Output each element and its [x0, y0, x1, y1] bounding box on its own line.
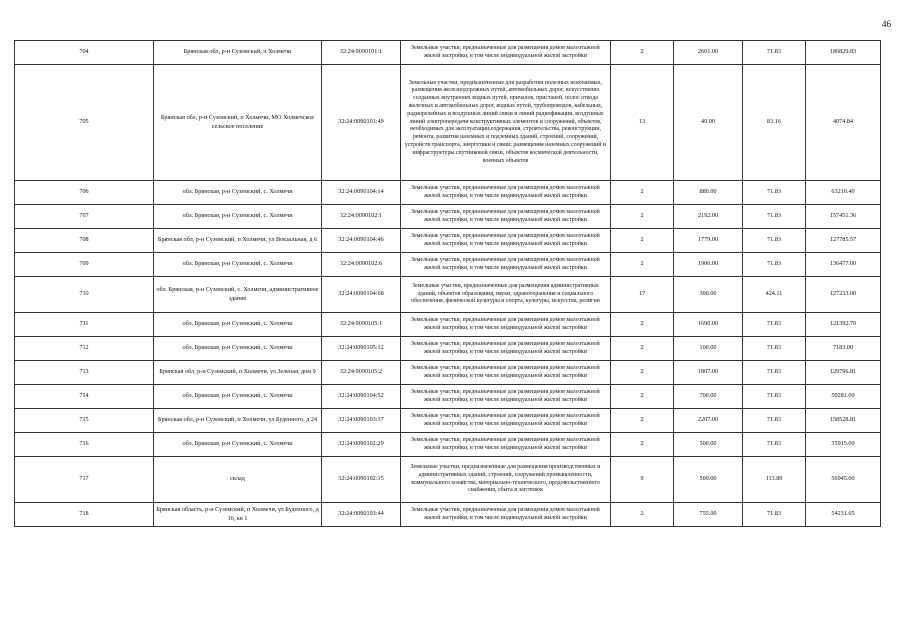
cadastral-number-cell: 32:24:0090101:1 — [322, 41, 401, 65]
land-use-cell: Земельные участки, предназначенные для размещения домов малоэтажной жилой застройки, в том числе индивидуальной жилой застройки — [401, 181, 611, 205]
use-group-cell: 2 — [611, 385, 674, 409]
specific-value-cell: 71.83 — [743, 433, 806, 457]
specific-value-cell: 71.83 — [743, 503, 806, 527]
area-cell: 500.00 — [674, 433, 743, 457]
land-use-cell: Земельные участки, предназначенные для размещения домов малоэтажной жилой застройки, в том числе индивидуальной жилой застройки — [401, 361, 611, 385]
table-row — [15, 409, 881, 433]
cadastral-number-cell: 32:24:0090103:37 — [322, 409, 401, 433]
use-group-cell: 2 — [611, 433, 674, 457]
row-number: 715 — [15, 409, 154, 433]
table-row — [15, 433, 881, 457]
table-row — [15, 337, 881, 361]
table-row — [15, 385, 881, 409]
cadastral-value-cell: 186829.83 — [806, 41, 881, 65]
row-number: 717 — [15, 457, 154, 503]
address-cell: обл. Брянская, р-н Суземский, с. Холмечи — [154, 253, 322, 277]
specific-value-cell: 83.16 — [743, 65, 806, 181]
specific-value-cell: 71.83 — [743, 41, 806, 65]
area-cell: 300.00 — [674, 277, 743, 313]
specific-value-cell: 71.83 — [743, 361, 806, 385]
area-cell: 1779.00 — [674, 229, 743, 253]
area-cell: 2192.00 — [674, 205, 743, 229]
row-number: 712 — [15, 337, 154, 361]
cadastral-number-cell: 32:24:0090102:1 — [322, 205, 401, 229]
row-number: 708 — [15, 229, 154, 253]
area-cell: 700.00 — [674, 385, 743, 409]
table-row — [15, 277, 881, 313]
table-row — [15, 313, 881, 337]
cadastral-value-cell: 157451.36 — [806, 205, 881, 229]
cadastral-number-cell: 32:24:0090104:46 — [322, 229, 401, 253]
specific-value-cell: 71.83 — [743, 409, 806, 433]
cadastral-value-cell: 35915.00 — [806, 433, 881, 457]
address-cell: Брянская обл, р-н Суземский, п Холмечи, ул Вокзальная, д 6 — [154, 229, 322, 253]
address-cell: обл. Брянская, р-н Суземский, с. Холмечи, административное здание — [154, 277, 322, 313]
address-cell: Брянская обл, р-н Суземский, п Холмечи, ул Зеленая, дом 9 — [154, 361, 322, 385]
cadastral-value-cell: 54231.65 — [806, 503, 881, 527]
specific-value-cell: 71.83 — [743, 385, 806, 409]
land-use-cell: Земельные участки, предназначенные для размещения домов малоэтажной жилой застройки, в том числе индивидуальной жилой застройки — [401, 409, 611, 433]
address-cell: обл. Брянская, р-н Суземский, с. Холмечи — [154, 205, 322, 229]
use-group-cell: 2 — [611, 205, 674, 229]
land-use-cell: Земельные участки, предназначенные для размещения домов малоэтажной жилой застройки, в том числе индивидуальной жилой застройки — [401, 253, 611, 277]
cadastral-value-cell: 121392.70 — [806, 313, 881, 337]
use-group-cell: 2 — [611, 337, 674, 361]
row-number: 706 — [15, 181, 154, 205]
row-number: 709 — [15, 253, 154, 277]
address-cell: обл. Брянская, р-н Суземский, с. Холмечи — [154, 385, 322, 409]
table-row — [15, 457, 881, 503]
cadastral-number-cell: 32:24:0090101:49 — [322, 65, 401, 181]
cadastral-number-cell: 32:24:0090102:15 — [322, 457, 401, 503]
row-number: 718 — [15, 503, 154, 527]
area-cell: 2207.00 — [674, 409, 743, 433]
land-use-cell: Земельные участки, предназначенные для размещения домов малоэтажной жилой застройки, в том числе индивидуальной жилой застройки — [401, 229, 611, 253]
specific-value-cell: 424.11 — [743, 277, 806, 313]
cadastral-number-cell: 32:24:0090103:44 — [322, 503, 401, 527]
area-cell: 2601.00 — [674, 41, 743, 65]
row-number: 705 — [15, 65, 154, 181]
land-use-cell: Земельные участки, предназначенные для размещения домов малоэтажной жилой застройки, в том числе индивидуальной жилой застройки — [401, 337, 611, 361]
table-row — [15, 503, 881, 527]
page-number: 46 — [882, 19, 891, 29]
address-cell: Брянская обл, р-н Суземский, п Холмечи, ул Буденного, д 24 — [154, 409, 322, 433]
cadastral-number-cell: 32:24:0090105:1 — [322, 313, 401, 337]
cadastral-number-cell: 32:24:0090105:12 — [322, 337, 401, 361]
address-cell: склад — [154, 457, 322, 503]
address-cell: Брянская область, р-н Суземский, п Холмечи, ул Буденного, д 16, кв 1 — [154, 503, 322, 527]
table-row — [15, 65, 881, 181]
use-group-cell: 2 — [611, 503, 674, 527]
cadastral-number-cell: 32:24:0090105:2 — [322, 361, 401, 385]
cadastral-value-cell: 127233.00 — [806, 277, 881, 313]
row-number: 713 — [15, 361, 154, 385]
use-group-cell: 2 — [611, 229, 674, 253]
table-row — [15, 361, 881, 385]
address-cell: обл. Брянская, р-н Суземский, с. Холмечи — [154, 433, 322, 457]
land-use-cell: Земельные участки, предназначенные для размещения домов малоэтажной жилой застройки, в том числе индивидуальной жилой застройки — [401, 313, 611, 337]
cadastral-value-cell: 4074.84 — [806, 65, 881, 181]
cadastral-number-cell: 32:24:0090104:68 — [322, 277, 401, 313]
area-cell: 49.00 — [674, 65, 743, 181]
land-use-cell: Земельные участки, предназначенные для размещения домов малоэтажной жилой застройки, в том числе индивидуальной жилой застройки — [401, 503, 611, 527]
address-cell: обл. Брянская, р-н Суземский, с. Холмечи — [154, 181, 322, 205]
row-number: 714 — [15, 385, 154, 409]
specific-value-cell: 71.83 — [743, 337, 806, 361]
cadastral-value-table — [14, 40, 881, 527]
area-cell: 1690.00 — [674, 313, 743, 337]
row-number: 710 — [15, 277, 154, 313]
cadastral-number-cell: 32:24:0090102:6 — [322, 253, 401, 277]
area-cell: 100.00 — [674, 337, 743, 361]
use-group-cell: 2 — [611, 409, 674, 433]
land-use-cell: Земельные участки, предназначенные для размещения домов малоэтажной жилой застройки, в том числе индивидуальной жилой застройки — [401, 41, 611, 65]
specific-value-cell: 71.83 — [743, 313, 806, 337]
address-cell: обл. Брянская, р-н Суземский, с. Холмечи — [154, 337, 322, 361]
area-cell: 755.00 — [674, 503, 743, 527]
address-cell: обл. Брянская, р-н Суземский, с. Холмечи — [154, 313, 322, 337]
table-row — [15, 181, 881, 205]
use-group-cell: 2 — [611, 41, 674, 65]
land-use-cell: Земельные участки, предназначенные для размещения домов малоэтажной жилой застройки, в том числе индивидуальной жилой застройки — [401, 385, 611, 409]
cadastral-value-cell: 63210.40 — [806, 181, 881, 205]
table-body — [15, 41, 881, 527]
use-group-cell: 2 — [611, 253, 674, 277]
cadastral-value-cell: 50281.00 — [806, 385, 881, 409]
table-row — [15, 229, 881, 253]
area-cell: 500.00 — [674, 457, 743, 503]
cadastral-value-cell: 56945.00 — [806, 457, 881, 503]
use-group-cell: 13 — [611, 65, 674, 181]
row-number: 716 — [15, 433, 154, 457]
cadastral-number-cell: 32:24:0090104:52 — [322, 385, 401, 409]
row-number: 707 — [15, 205, 154, 229]
address-cell: Брянская обл, р-н Суземский, п Холмечи — [154, 41, 322, 65]
land-use-cell: Земельные участки, предназначенные для размещения производственных и административных зданий, строений, сооружений промышленности, коммунального хозяйства, материально-технического, продовольственного снабжения, сбыта и заготовок — [401, 457, 611, 503]
use-group-cell: 2 — [611, 361, 674, 385]
land-use-cell: Земельные участки, предназначенные для разработки полезных ископаемых, размещения железнодорожных путей, автомобильных дорог, искусственно созданных внутренних водных путей, причалов, пристаней, полос отвода железных и автомобильных дорог, водных путей, трубопроводов, кабельных, радиорелейных и воздушных линий связи и линий радиофикации, воздушных линий электропередачи конструктивных элементов и сооружений, объектов, необходимых для эксплуатации,содержания, строительства, реконструкции, ремонта, развития наземных и подземных зданий, строений, сооружений, устройств транспорта, энергетики и связи; размещения наземных сооружений и инфраструктуры спутниковой связи, объектов космической деятельности, военных объектов — [401, 65, 611, 181]
area-cell: 1807.00 — [674, 361, 743, 385]
cadastral-number-cell: 32:24:0090104:14 — [322, 181, 401, 205]
cadastral-value-cell: 129796.81 — [806, 361, 881, 385]
cadastral-value-cell: 136477.00 — [806, 253, 881, 277]
row-number: 711 — [15, 313, 154, 337]
use-group-cell: 9 — [611, 457, 674, 503]
specific-value-cell: 113.89 — [743, 457, 806, 503]
specific-value-cell: 71.83 — [743, 253, 806, 277]
table-row — [15, 41, 881, 65]
specific-value-cell: 71.83 — [743, 229, 806, 253]
specific-value-cell: 71.83 — [743, 205, 806, 229]
land-use-cell: Земельные участки, предназначенные для размещения административных зданий, объектов образования, науки, здравоохранения и социального обеспечения, физической культуры и спорта, культуры, искусства, религии — [401, 277, 611, 313]
land-use-cell: Земельные участки, предназначенные для размещения домов малоэтажной жилой застройки, в том числе индивидуальной жилой застройки — [401, 205, 611, 229]
use-group-cell: 2 — [611, 181, 674, 205]
table-row — [15, 253, 881, 277]
use-group-cell: 17 — [611, 277, 674, 313]
area-cell: 1900.00 — [674, 253, 743, 277]
cadastral-value-cell: 158528.81 — [806, 409, 881, 433]
use-group-cell: 2 — [611, 313, 674, 337]
address-cell: Брянская обл, р-н Суземский, п Холмечи, МО Холмечское сельское поселение — [154, 65, 322, 181]
cadastral-value-cell: 127785.57 — [806, 229, 881, 253]
cadastral-number-cell: 32:24:0090102:29 — [322, 433, 401, 457]
land-use-cell: Земельные участки, предназначенные для размещения домов малоэтажной жилой застройки, в том числе индивидуальной жилой застройки — [401, 433, 611, 457]
specific-value-cell: 71.83 — [743, 181, 806, 205]
area-cell: 880.00 — [674, 181, 743, 205]
row-number: 704 — [15, 41, 154, 65]
table-row — [15, 205, 881, 229]
cadastral-value-cell: 7183.00 — [806, 337, 881, 361]
